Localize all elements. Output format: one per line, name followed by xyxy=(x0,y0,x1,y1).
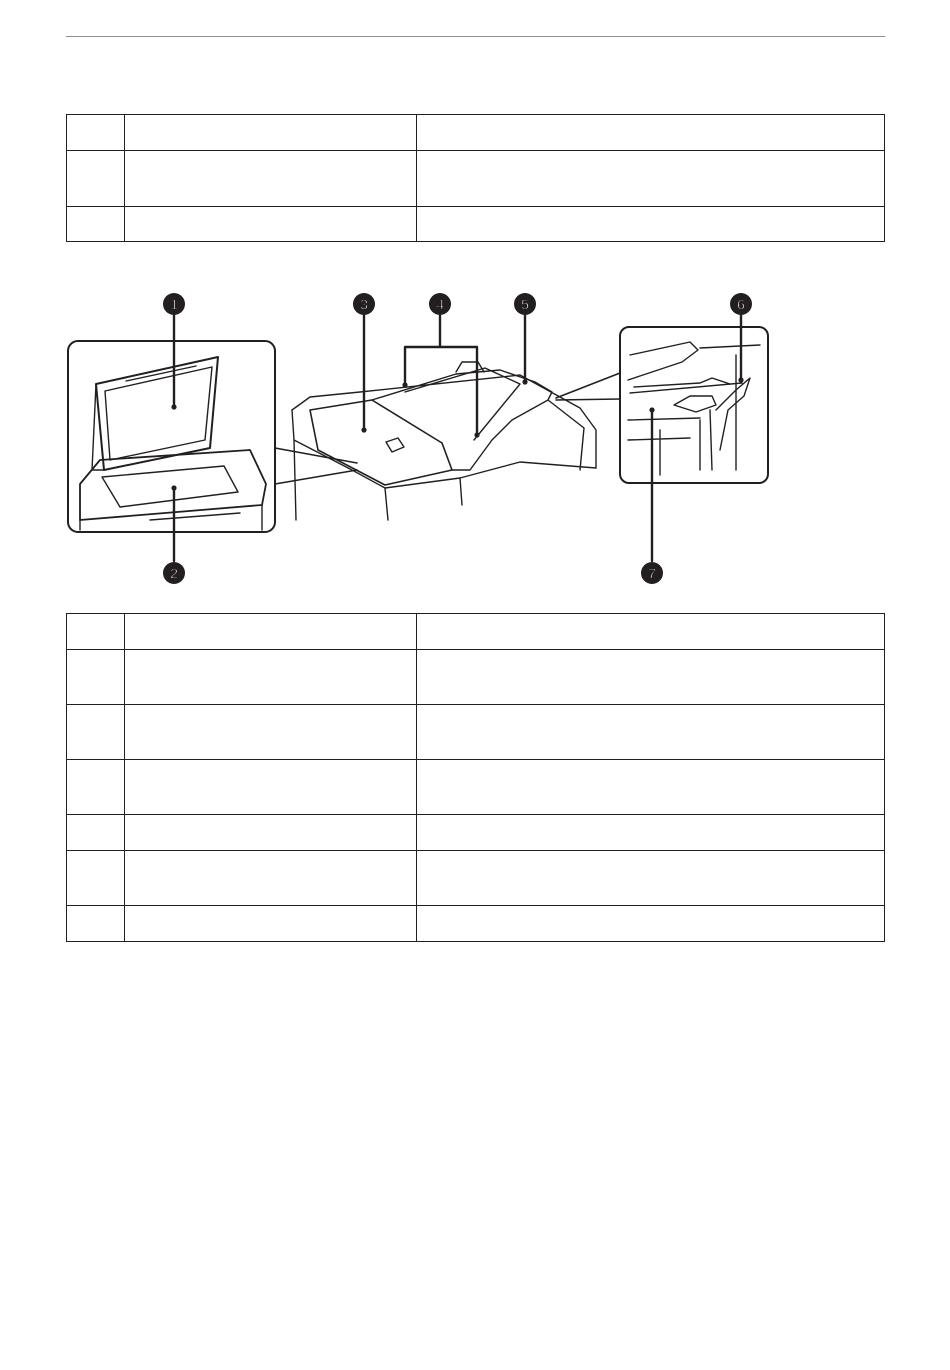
callout-badge-4 xyxy=(429,293,451,315)
table-row xyxy=(67,614,885,650)
cell-number xyxy=(67,815,125,851)
adf-output-inset xyxy=(556,327,768,483)
cell-description xyxy=(417,705,885,760)
cell-number xyxy=(67,614,125,650)
parts-table-bottom xyxy=(66,613,885,942)
cell-number xyxy=(67,207,125,242)
cell-part-name xyxy=(125,115,417,151)
printer-adf-drawing xyxy=(292,362,596,520)
svg-text:1: 1 xyxy=(169,296,179,314)
cell-part-name xyxy=(125,151,417,207)
cell-number xyxy=(67,115,125,151)
callout-badge-1 xyxy=(163,293,185,315)
cell-description xyxy=(417,151,885,207)
callout-badge-5 xyxy=(514,293,536,315)
cell-description xyxy=(417,207,885,242)
cell-number xyxy=(67,906,125,942)
table-row xyxy=(67,151,885,207)
cell-number xyxy=(67,650,125,705)
callout-endpoints xyxy=(171,377,743,490)
cell-part-name xyxy=(125,614,417,650)
table-row xyxy=(67,705,885,760)
table-row xyxy=(67,906,885,942)
cell-part-name xyxy=(125,207,417,242)
svg-text:3: 3 xyxy=(359,296,369,314)
cell-description xyxy=(417,906,885,942)
cell-number xyxy=(67,760,125,815)
cell-part-name xyxy=(125,906,417,942)
table-row xyxy=(67,815,885,851)
cell-description xyxy=(417,815,885,851)
cell-number xyxy=(67,705,125,760)
callout-badge-6 xyxy=(730,293,752,315)
header-rule xyxy=(66,36,885,37)
cell-part-name xyxy=(125,815,417,851)
cell-description xyxy=(417,851,885,906)
callout-badge-3 xyxy=(353,293,375,315)
callout-badge-7 xyxy=(641,562,663,584)
svg-text:5: 5 xyxy=(520,296,530,314)
callout-leaders xyxy=(174,315,741,561)
cell-part-name xyxy=(125,705,417,760)
callout-badge-2 xyxy=(163,562,185,584)
cell-part-name xyxy=(125,851,417,906)
cell-description xyxy=(417,115,885,151)
table-row xyxy=(67,851,885,906)
cell-description xyxy=(417,760,885,815)
svg-text:4: 4 xyxy=(435,296,445,314)
cell-part-name xyxy=(125,760,417,815)
scanner-illustration xyxy=(60,285,790,590)
table-row xyxy=(67,207,885,242)
table-row xyxy=(67,650,885,705)
table-row xyxy=(67,115,885,151)
cell-description xyxy=(417,650,885,705)
cell-number xyxy=(67,151,125,207)
table-row xyxy=(67,760,885,815)
parts-table-top xyxy=(66,114,885,242)
cell-number xyxy=(67,851,125,906)
cell-part-name xyxy=(125,650,417,705)
cell-description xyxy=(417,614,885,650)
svg-text:6: 6 xyxy=(736,296,746,314)
scanner-glass-inset xyxy=(68,341,357,532)
svg-text:7: 7 xyxy=(647,565,657,583)
svg-text:2: 2 xyxy=(169,565,179,583)
